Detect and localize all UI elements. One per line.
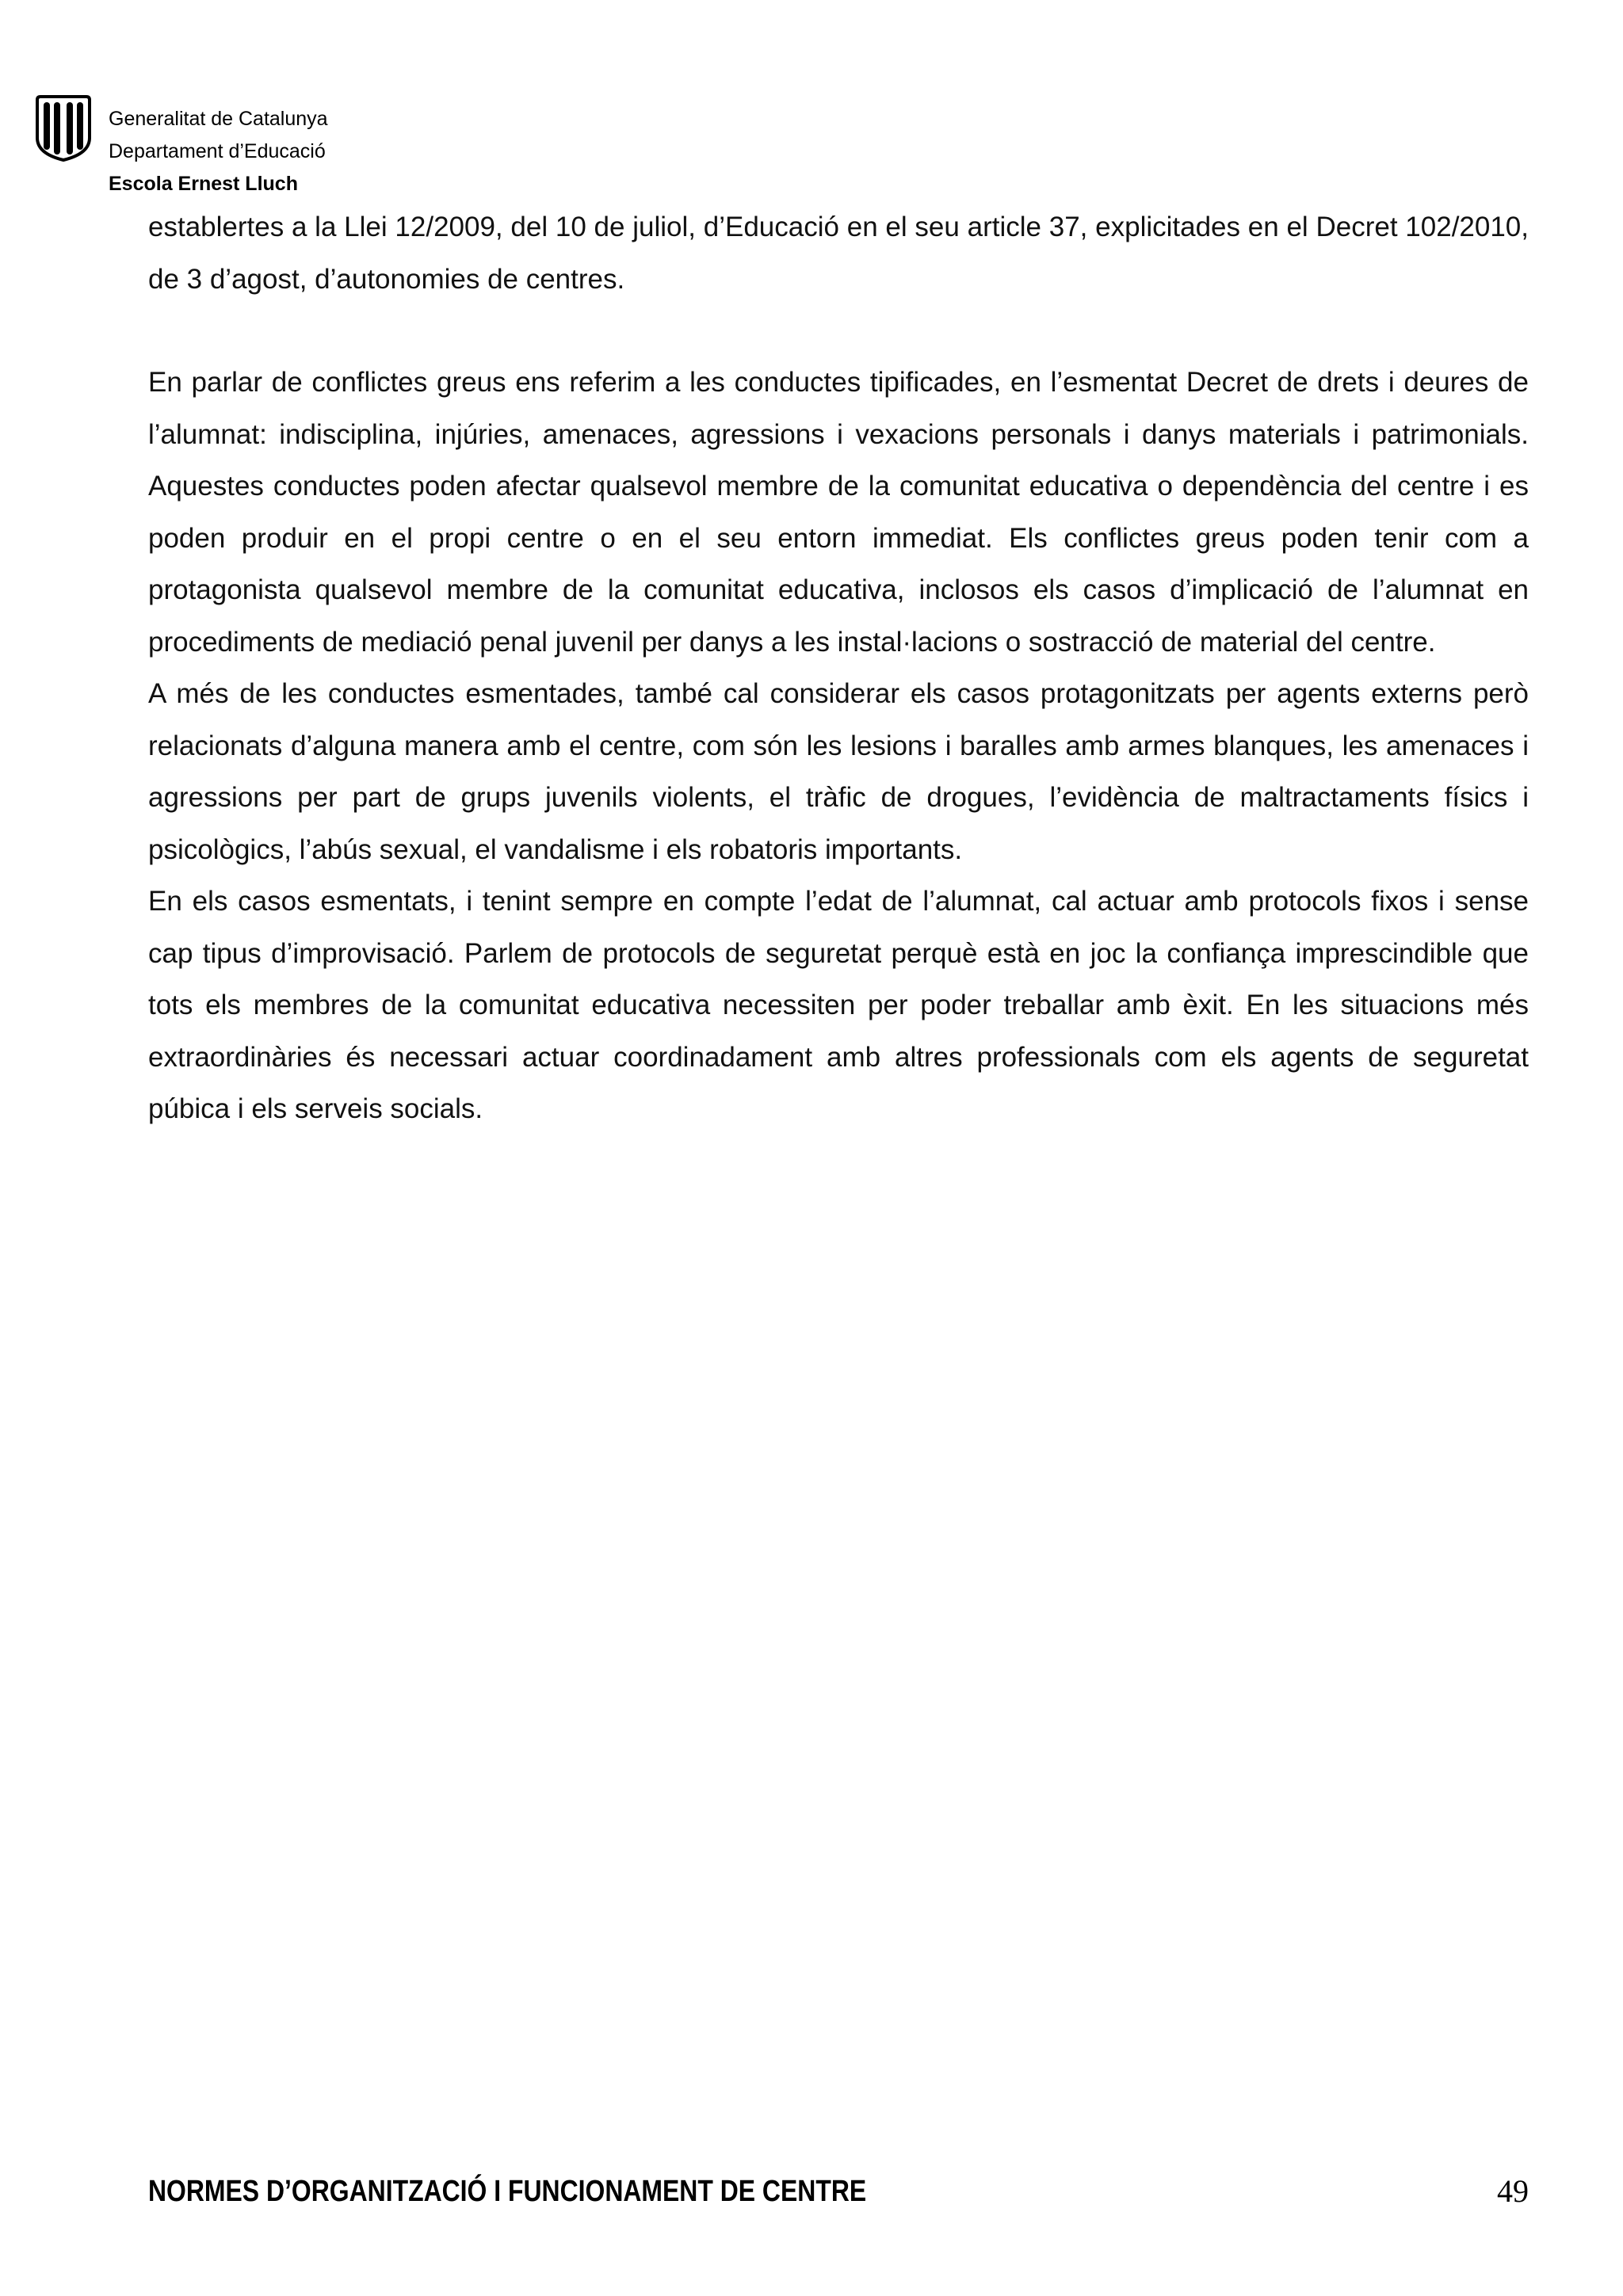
page-footer [148, 2168, 1529, 2215]
generalitat-coat-of-arms-icon [35, 95, 92, 162]
paragraph-spacer [148, 305, 1529, 357]
school-name: Escola Ernest Lluch [109, 173, 298, 195]
page-header [35, 95, 510, 198]
document-body [148, 201, 1529, 1135]
paragraph: A més de les conductes esmentades, també cal considerar els casos protagonitzats per agents externs però relacionats d’alguna manera amb el centre, com són les lesions i baralles amb armes blanques, les amenaces i agressions per part de grups juvenils violents, el tràfic de drogues, l’evidència de maltractaments físics i psicològics, l’abús sexual, el vandalisme i els robatoris importants. [148, 678, 1529, 865]
department-name: Departament d’Educació [109, 140, 326, 162]
page-number: 49 [1497, 2173, 1529, 2209]
paragraph: En parlar de conflictes greus ens referim a les conductes tipificades, en l’esmentat Decret de drets i deures de l’alumnat: indisciplina, injúries, amenaces, agressions i vexacions personals i danys materials i patrimonials. Aquestes conductes poden afectar qualsevol membre de la comunitat educativa o dependència del centre i es poden produir en el propi centre o en el seu entorn immediat. Els conflictes greus poden tenir com a protagonista qualsevol membre de la comunitat educativa, inclosos els casos d’implicació de l’alumnat en procediments de mediació penal juvenil per danys a les instal·lacions o sostracció de material del centre. [148, 367, 1529, 658]
footer-title: NORMES D’ORGANITZACIÓ I FUNCIONAMENT DE CENTRE [148, 2175, 867, 2208]
paragraph: establertes a la Llei 12/2009, del 10 de juliol, d’Educació en el seu article 37, explicitades en el Decret 102/2010, de 3 d’agost, d’autonomies de centres. [148, 212, 1529, 295]
org-name: Generalitat de Catalunya [109, 108, 328, 130]
paragraph: En els casos esmentats, i tenint sempre en compte l’edat de l’alumnat, cal actuar amb protocols fixos i sense cap tipus d’improvisació. Parlem de protocols de seguretat perquè està en joc la confiança imprescindible que tots els membres de la comunitat educativa necessiten per poder treballar amb èxit. En les situacions més extraordinàries és necessari actuar coordinadament amb altres professionals com els agents de seguretat púbica i els serveis socials. [148, 886, 1529, 1124]
